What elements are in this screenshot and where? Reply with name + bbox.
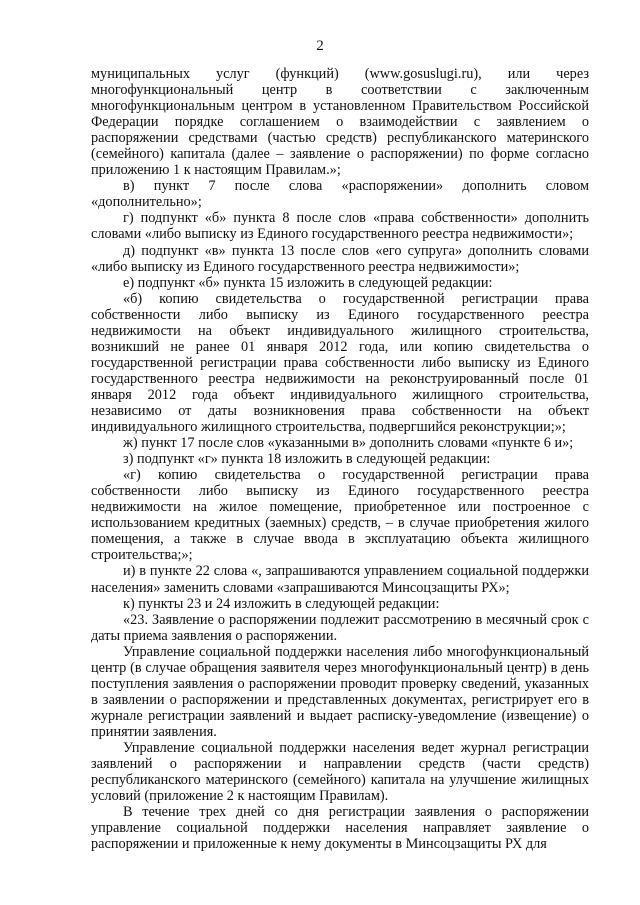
paragraph: Управление социальной поддержки населения либо многофункциональный центр (в случае обращения заявителя через многофункциональный центр) в день поступления заявления о распоряжении проводит проверку сведений, указанных в заявлении о распоряжении и представленных документах, регистрирует его в журнале регистрации заявлений и выдает расписку-уведомление (извещение) о принятии заявления. xyxy=(91,643,589,740)
paragraph: и) в пункте 22 слова «, запрашиваются управлением социальной поддержки населения» заменить словами «запрашиваются Минсоцзащиты РХ»; xyxy=(91,563,589,596)
paragraph: ж) пункт 17 после слов «указанными в» дополнить словами «пункте 6 и»; xyxy=(123,435,574,452)
paragraph: «г) копию свидетельства о государственной регистрации права собственности либо выписку из Единого государственного реестра недвижимости на жилое помещение, приобретенное или построенное с использованием кредитных (заемных) средств, – в случае приобретения жилого помещения, а также в случае ввода в эксплуатацию объекта жилищного строительства;»; xyxy=(91,467,589,564)
page-number: 2 xyxy=(316,38,324,54)
paragraph: «23. Заявление о распоряжении подлежит рассмотрению в месячный срок с даты приема заявления о распоряжении. xyxy=(91,611,589,644)
paragraph: В течение трех дней со дня регистрации заявления о распоряжении управление социальной поддержки населения направляет заявление о распоряжении и приложенные к нему документы в Минсоцзащиты РХ для xyxy=(91,804,589,853)
document-body xyxy=(91,66,589,852)
paragraph: Управление социальной поддержки населения ведет журнал регистрации заявлений о распоряжении и направлении средств (части средств) республиканского материнского (семейного) капитала на улучшение жилищных условий (приложение 2 к настоящим Правилам). xyxy=(91,739,589,805)
paragraph: д) подпункт «в» пункта 13 после слов «его супруга» дополнить словами «либо выписку из Единого государственного реестра недвижимости»; xyxy=(91,242,589,275)
paragraph: к) пункты 23 и 24 изложить в следующей редакции: xyxy=(123,595,440,612)
paragraph: г) подпункт «б» пункта 8 после слов «права собственности» дополнить словами «либо выписку из Единого государственного реестра недвижимости»; xyxy=(91,210,589,243)
paragraph: муниципальных услуг (функций) (www.gosuslugi.ru), или через многофункциональный центр в соответствии с заключенным многофункциональным центром в установленном Правительством Российской Федерации порядке соглашением о взаимодействии с заявлением о распоряжении средствами (частью средств) республиканского материнского (семейного) капитала (далее – заявление о распоряжении) по форме согласно приложению 1 к настоящим Правилам.»; xyxy=(91,66,589,179)
paragraph: в) пункт 7 после слова «распоряжении» дополнить словом «дополнительно»; xyxy=(91,178,589,211)
paragraph: «б) копию свидетельства о государственной регистрации права собственности либо выписку из Единого государственного реестра недвижимости на объект индивидуального жилищного строительства, возникший не ранее 01 января 2012 года, или копию свидетельства о государственной регистрации права собственности либо выписку из Единого государственного реестра недвижимости на реконструированный после 01 января 2012 года объект индивидуального жилищного строительства, независимо от даты возникновения права собственности на объект индивидуального жилищного строительства, подвергшийся реконструкции;»; xyxy=(91,290,589,436)
paragraph: е) подпункт «б» пункта 15 изложить в следующей редакции: xyxy=(123,274,493,291)
paragraph: з) подпункт «г» пункта 18 изложить в следующей редакции: xyxy=(123,451,491,468)
